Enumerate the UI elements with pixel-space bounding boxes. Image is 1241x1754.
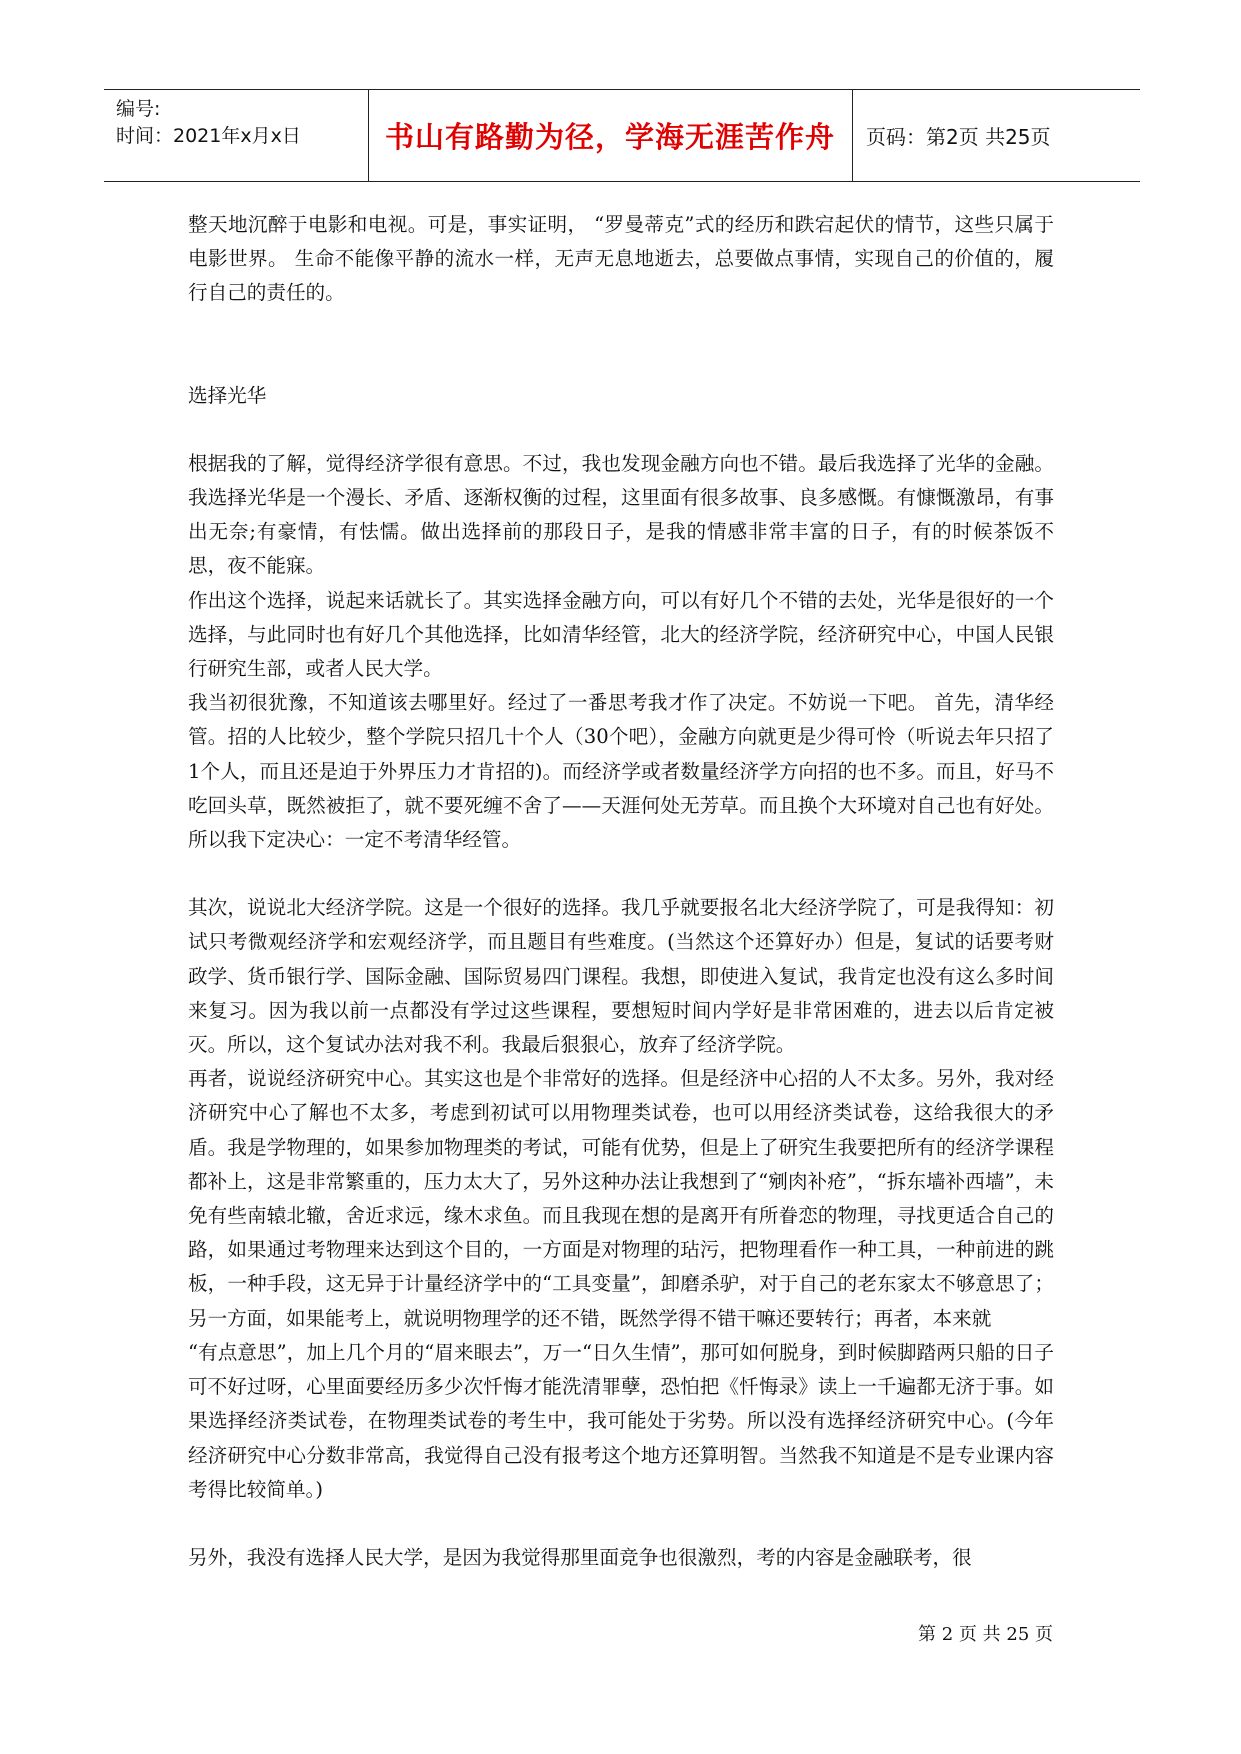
document-number-label: 编号: [116,98,161,120]
body-paragraph: 我当初很犹豫，不知道该去哪里好。经过了一番思考我才作了决定。不妨说一下吧。 首先，清华经管。招的人比较少，整个学院只招几十个人（30个吧），金融方向就更是少得可怜（听说去年只招了1个人，而且还是迫于外界压力才肯招的)。而经济学或者数量经济学方向招的也不多。而且，好马不吃回头草，既然被拒了，就不要死缠不舍了——天涯何处无芳草。而且换个大环境对自己也有好处。所以我下定决心：一定不考清华经管。 [188,691,1054,852]
document-time-label: 时间：2021年x月x日 [116,125,301,147]
document-body [188,208,1054,1575]
paragraph-gap [188,413,1054,447]
body-paragraph: 另外，我没有选择人民大学，是因为我觉得那里面竞争也很激烈，考的内容是金融联考，很 [188,1545,972,1569]
page-header [104,89,1140,182]
body-paragraph: 根据我的了解，觉得经济学很有意思。不过，我也发现金融方向也不错。最后我选择了光华的金融。 我选择光华是一个漫长、矛盾、逐渐权衡的过程，这里面有很多故事、良多感慨。有慷慨激昂，有事出无奈;有豪情，有怯懦。做出选择前的那段日子，是我的情感非常丰富的日子，有的时候茶饭不思，夜不能寐。 [188,451,1054,578]
header-info-cell [104,90,369,181]
paragraph-gap [188,1507,1054,1541]
page-footer-number: 第 2 页 共 25 页 [918,1624,1053,1645]
body-paragraph: 整天地沉醉于电影和电视。可是，事实证明， “罗曼蒂克”式的经历和跌宕起伏的情节，这些只属于电影世界。 生命不能像平静的流水一样，无声无息地逝去，总要做点事情，实现自己的价值的，履行自己的责任的。 [188,213,1054,305]
header-motto: 书山有路勤为径，学海无涯苦作舟 [384,120,835,154]
section-heading: 选择光华 [188,383,267,407]
paragraph-gap [188,311,1054,379]
paragraph-gap [188,857,1054,891]
body-paragraph: 作出这个选择，说起来话就长了。其实选择金融方向，可以有好几个不错的去处，光华是很好的一个选择，与此同时也有好几个其他选择，比如清华经管，北大的经济学院，经济研究中心，中国人民银行研究生部，或者人民大学。 [188,588,1054,681]
header-page-number: 页码：第2页 共25页 [866,125,1051,149]
header-motto-cell [368,90,853,181]
body-paragraph: 其次，说说北大经济学院。这是一个很好的选择。我几乎就要报名北大经济学院了，可是我得知：初试只考微观经济学和宏观经济学，而且题目有些难度。(当然这个还算好办）但是，复试的话要考财政学、货币银行学、国际金融、国际贸易四门课程。我想，即使进入复试，我肯定也没有这么多时间来复习。因为我以前一点都没有学过这些课程，要想短时间内学好是非常困难的，进去以后肯定被灭。所以，这个复试办法对我不利。我最后狠狠心，放弃了经济学院。 [188,896,1054,1057]
header-page-cell [852,90,1140,181]
body-paragraph: “有点意思”，加上几个月的“眉来眼去”，万一“日久生情”，那可如何脱身，到时候脚踏两只船的日子可不好过呀，心里面要经历多少次忏悔才能洗清罪孽，恐怕把《忏悔录》读上一千遍都无济于事。如果选择经济类试卷，在物理类试卷的考生中，我可能处于劣势。所以没有选择经济研究中心。(今年经济研究中心分数非常高，我觉得自己没有报考这个地方还算明智。当然我不知道是不是专业课内容考得比较简单。) [188,1340,1054,1501]
body-paragraph: 再者，说说经济研究中心。其实这也是个非常好的选择。但是经济中心招的人不太多。另外，我对经济研究中心了解也不太多，考虑到初试可以用物理类试卷，也可以用经济类试卷，这给我很大的矛盾。我是学物理的，如果参加物理类的考试，可能有优势，但是上了研究生我要把所有的经济学课程都补上，这是非常繁重的，压力太大了，另外这种办法让我想到了“剜肉补疮”，“拆东墙补西墙”，未免有些南辕北辙，舍近求远，缘木求鱼。而且我现在想的是离开有所眷恋的物理，寻找更适合自己的路，如果通过考物理来达到这个目的，一方面是对物理的玷污，把物理看作一种工具，一种前进的跳板，一种手段，这无异于计量经济学中的“工具变量”，卸磨杀驴，对于自己的老东家太不够意思了；另一方面，如果能考上，就说明物理学的还不错，既然学得不错干嘛还要转行；再者，本来就 [188,1067,1054,1330]
